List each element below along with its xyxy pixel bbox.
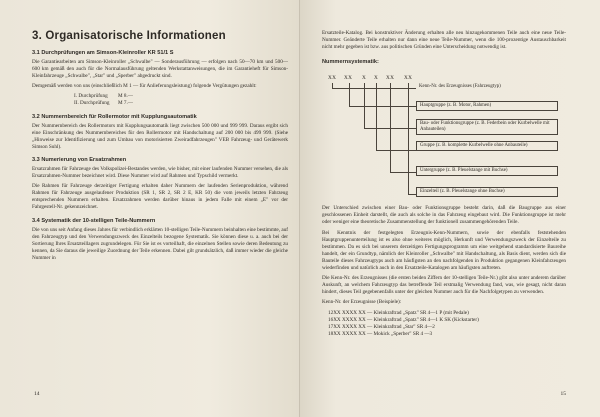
code-segment: X <box>362 75 367 82</box>
section-heading-3-4: 3.4 Systematik der 10-stelligen Teile-Nummern <box>32 217 156 224</box>
section-heading-3-2: 3.2 Nummernbereich für Rollermotor mit Kupplungsautomatik <box>32 113 197 120</box>
examples-list <box>328 310 566 338</box>
leader-line <box>408 83 409 194</box>
list-item: II. Durchprüfung M 7.— <box>74 100 133 107</box>
list-item: 12XX XXXX XX — Kleinkraftrad „Spatz" SR 4—1 P (mit Pedale) <box>328 309 469 316</box>
paragraph: Der Nummernbereich des Rollermotors mit Kupplungsautomatik liegt zwischen 500 000 und 999 999. Daraus ergibt sich eine Einschränkung des Nummernbereiches für den Rollermotor mit Handschaltung auf 200 000 bis 499 999. (Siehe „Hinweise zur Identifizierung und zum Umbau von motorisierten Zweiradfahrzeugen" VEB Fahrzeug- und Gerätewerk Simson Suhl). <box>32 122 288 150</box>
number-system-title: Nummernsystematik: <box>322 59 379 66</box>
paragraph: Die Garantiearbeiten am Simson-Kleinroller „Schwalbe" — Sonderausführung — erfolgen nach 50—70 km und 500—600 km gemäß den auch für die Normalausführung geltenden Werkstattanweisungen, die im Garantieheft für Simson-Kleinfahrzeuge „Schwalbe", „Star" und „Sperber" abgedruckt sind. <box>32 59 288 80</box>
page-number: 14 <box>34 391 40 397</box>
desc-box: Gruppe (z. B. komplette Kurbelwelle ohne Anbauteile) <box>416 141 558 151</box>
code-segment: XX <box>386 75 395 82</box>
list-item: 16XX XXXX XX — Kleinkraftrad „Spatz" SR 4—1 K SK (Kickstarter) <box>328 316 479 323</box>
code-segment: XX <box>344 75 353 82</box>
list-item: 18XX XXXX XX — Mokick „Sperber" SR 4 —3 <box>328 330 433 337</box>
paragraph: Die Kenn-Nr. des Erzeugnisses (die ersten beiden Ziffern der 10-stelligen Teile-Nr.) gibt also unter anderem darüber Auskunft, an welchem Fahrzeugtyp das betreffende Teil erstmalig Verwendung fand, was, wie gesagt, nicht daran hindert, dieses Teil gegebenenfalls unter der gleichen Nummer auch für die Nachfolgetypen zu verwenden. <box>322 275 566 296</box>
paragraph: Ersatzteile-Katalog. Bei konstruktiver Änderung erhalten alle neu hinzugekommenen Teile auch eine neue Teile-Nummer. Geänderte Teile erhalten nur dann eine neue Teile-Nummer, wenn die 100-prozentige Austauschbarkeit nicht mehr gegeben ist bzw. aus politischen Gründen eine Unterscheidung notwendig ist. <box>322 30 566 51</box>
paragraph: Die Rahmen für Fahrzeuge derzeitiger Fertigung erhalten daher Nummern der laufenden Serienproduktion, während Rahmen für Fahrzeuge ausgelaufener Produktion (SR 1, SR 2, SR 2 E, KR 50) die vom jeweils letzten Fahrzeug entsprechenden Nummern erhalten. Ersatzrahmen werden darüber hinaus in jedem Falle mit einem „E" vor der Fahrgestell-Nr. gekennzeichnet. <box>32 183 288 211</box>
leader-line <box>390 172 416 173</box>
chapter-title: 3. Organisatorische Informationen <box>32 30 226 42</box>
list-item: 17XX XXXX XX — Kleinkraftrad „Star" SR 4—2 <box>328 323 435 330</box>
code-segment: XX <box>404 75 413 82</box>
paragraph: Der Unterschied zwischen einer Bau- oder Funktionsgruppe besteht darin, daß die Baugruppe aus einer geschlossenen Einheit darstellt, die auch als solche in das Fahrzeug eingebaut wird. Die Funktionsgruppe ist mehr oder weniger eine theoretische Zusammenstellung der funktionell zusammengehörenden Teile. <box>322 205 566 226</box>
leader-line <box>390 83 391 172</box>
right-page <box>300 0 600 417</box>
leader-line <box>349 106 416 107</box>
leader-line <box>376 83 377 150</box>
desc-box: Kenn-Nr. des Erzeugnisses (Fahrzeugtyp) <box>419 84 501 90</box>
desc-box: Untergruppe (z. B. Pleuelstange mit Buchse) <box>416 166 558 176</box>
paragraph: Ersatzrahmen für Fahrzeuge des Volkspolizei-Bestandes werden, wie bisher, mit einer laufenden Nummer versehen, die als Ersatzrahmen-Nummer bezeichnet wird. Diese Nummer wird auf Rahmen und Typschild vermerkt. <box>32 165 288 180</box>
page-number: 15 <box>560 391 566 397</box>
list-item: I. Durchprüfung M 8.— <box>74 93 133 100</box>
code-segment: XX <box>328 75 337 82</box>
code-segment: X <box>374 75 379 82</box>
paragraph: Demgemäß werden von uns (einschließlich M 1 — für Anlieferungsleistung) folgende Vergütungen gezahlt: <box>32 83 257 90</box>
section-heading-3-3: 3.3 Numerierung von Ersatzrahmen <box>32 156 127 163</box>
leader-line <box>376 150 416 151</box>
desc-box: Einzelteil (z. B. Pleuelstange ohne Buchse) <box>416 187 558 197</box>
leader-line <box>349 83 350 106</box>
desc-box: Hauptgruppe (z. B. Motor, Rahmen) <box>416 101 558 111</box>
leader-line <box>408 194 416 195</box>
paragraph: Bei Kenntnis der festgelegten Erzeugnis-Kenn-Nummern, sowie der ebenfalls feststehenden Hauptgruppenunterteilung ist es also ohne weiteres möglich, Herkunft und Verwendungszweck der Einzelteile zu bestimmen. Da es sich bei unserem derzeitigen Fertigungsprogramm um eine weitgehend standardisierte Baureihe handelt, der ein Grundtyp, nämlich der Kleinroller „Schwalbe" mit Handschaltung, als Basis dient, werden sich die Bauteile dieses Fahrzeugtyps auch am häufigsten an den nachfolgenden in Produktion gegangenen Kleinfahrzeugen wiederfinden und natürlich auch in den Ersatzteile-Katalogen am häufigsten auftreten. <box>322 229 566 272</box>
desc-box: Bau- oder Funktionsgruppe (z. B. Federbein oder Kurbelwelle mit Anbauteilen) <box>416 119 558 135</box>
paragraph: Die von uns seit Anfang dieses Jahres für verbindlich erklärten 10-stelligen Teile-Nummern beinhalten eine bestimmte, auf den Fahrzeugtyp und den Verwendungszweck des Einzelteils bezogene Systematik. Sie können diese u. a. auch bei der Sortierung Ihres Ersatzteillagers zugrundelegen. Für Sie ist es vorteilhaft, die einzelnen Stellen sowie deren Bedeutung zu kennen, da Sie daraus die jeweilige Zuordnung der Teile erkennen. Dabei gilt grundsätzlich, daß immer wieder die gleiche Nummer in <box>32 226 288 261</box>
number-system-diagram <box>322 69 566 199</box>
leader-line <box>332 88 416 89</box>
section-heading-3-1: 3.1 Durchprüfungen am Simson-Kleinroller KR 51/1 S <box>32 50 174 56</box>
remuneration-list <box>74 93 288 107</box>
examples-title: Kenn-Nr. der Erzeugnisse (Beispiele): <box>322 299 402 306</box>
leader-line <box>364 83 365 128</box>
